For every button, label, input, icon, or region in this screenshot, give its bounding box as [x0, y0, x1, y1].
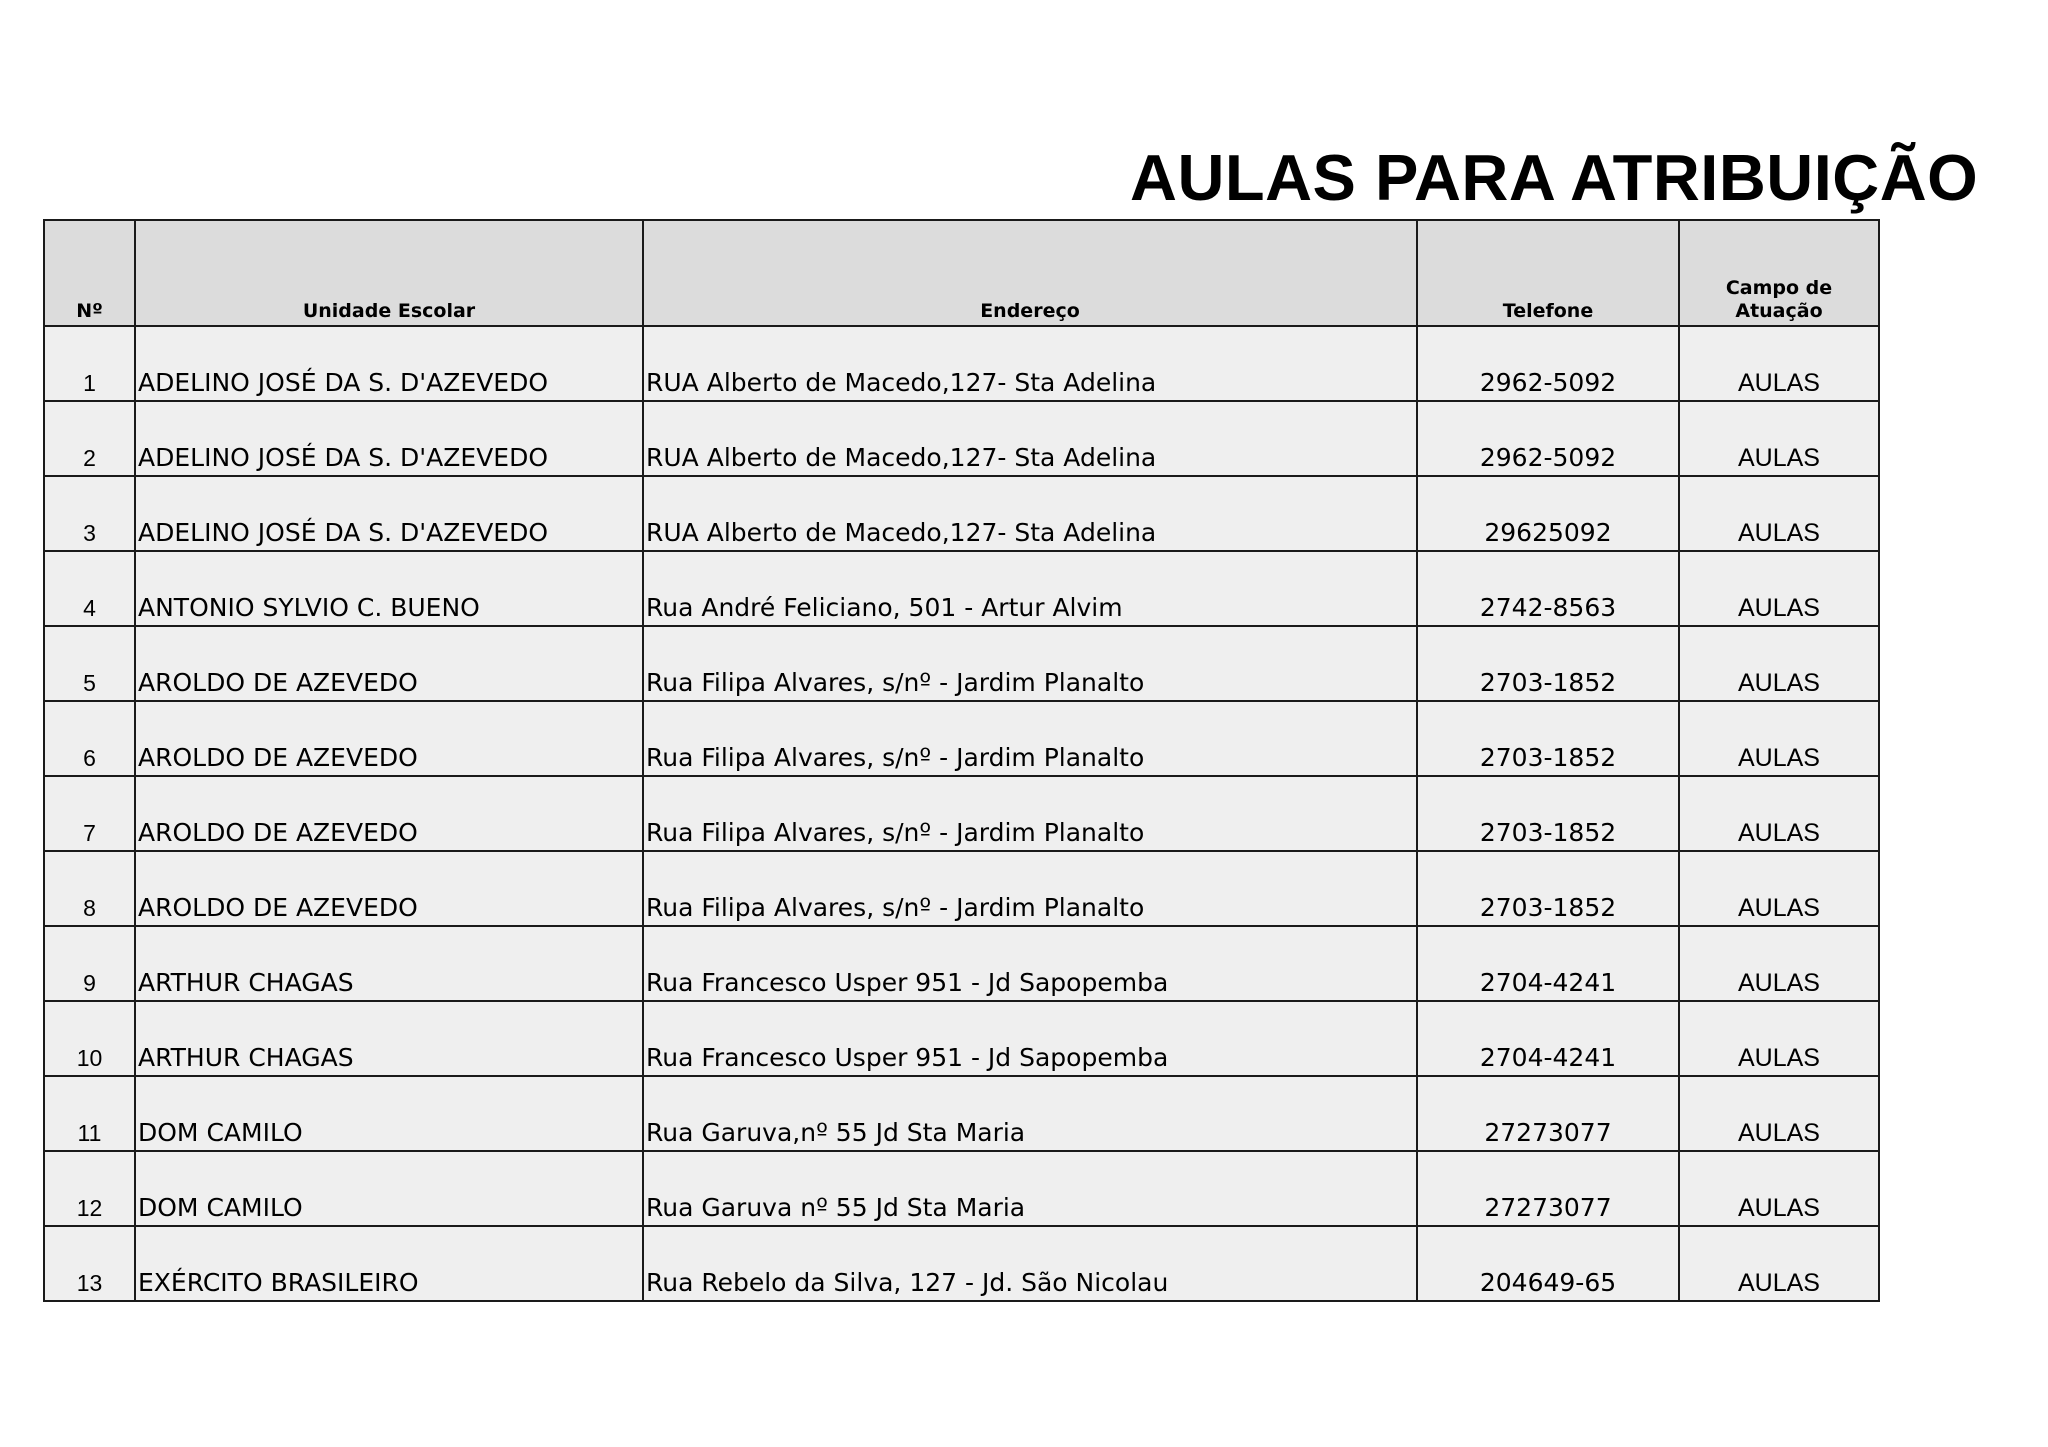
cell-address: Rua Francesco Usper 951 - Jd Sapopemba: [643, 1001, 1417, 1076]
cell-school: DOM CAMILO: [135, 1076, 643, 1151]
cell-school: ANTONIO SYLVIO C. BUENO: [135, 551, 643, 626]
cell-school: AROLDO DE AZEVEDO: [135, 701, 643, 776]
cell-school: EXÉRCITO BRASILEIRO: [135, 1226, 643, 1301]
cell-phone: 2703-1852: [1417, 701, 1679, 776]
header-school: Unidade Escolar: [135, 220, 643, 326]
table-row: [44, 1076, 1879, 1151]
cell-num: 5: [44, 626, 135, 701]
table-body: [44, 326, 1879, 1301]
cell-phone: 2704-4241: [1417, 926, 1679, 1001]
cell-num: 3: [44, 476, 135, 551]
cell-num: 2: [44, 401, 135, 476]
header-area: [1679, 220, 1879, 326]
cell-school: AROLDO DE AZEVEDO: [135, 626, 643, 701]
cell-area: AULAS: [1679, 401, 1879, 476]
cell-num: 10: [44, 1001, 135, 1076]
table-row: [44, 326, 1879, 401]
cell-school: AROLDO DE AZEVEDO: [135, 776, 643, 851]
cell-phone: 2742-8563: [1417, 551, 1679, 626]
cell-num: 6: [44, 701, 135, 776]
header-phone: Telefone: [1417, 220, 1679, 326]
cell-area: AULAS: [1679, 476, 1879, 551]
cell-address: RUA Alberto de Macedo,127- Sta Adelina: [643, 476, 1417, 551]
cell-address: Rua Garuva,nº 55 Jd Sta Maria: [643, 1076, 1417, 1151]
table-row: [44, 1001, 1879, 1076]
cell-area: AULAS: [1679, 851, 1879, 926]
table-row: [44, 401, 1879, 476]
cell-phone: 27273077: [1417, 1076, 1679, 1151]
cell-area: AULAS: [1679, 626, 1879, 701]
table-row: [44, 1151, 1879, 1226]
cell-phone: 29625092: [1417, 476, 1679, 551]
cell-phone: 2703-1852: [1417, 626, 1679, 701]
cell-address: Rua Filipa Alvares, s/nº - Jardim Planalto: [643, 701, 1417, 776]
cell-phone: 2703-1852: [1417, 851, 1679, 926]
header-area-line2: Atuação: [1735, 300, 1823, 322]
cell-area: AULAS: [1679, 701, 1879, 776]
cell-num: 9: [44, 926, 135, 1001]
cell-address: Rua Filipa Alvares, s/nº - Jardim Planalto: [643, 626, 1417, 701]
cell-area: AULAS: [1679, 926, 1879, 1001]
cell-phone: 27273077: [1417, 1151, 1679, 1226]
cell-num: 8: [44, 851, 135, 926]
cell-num: 1: [44, 326, 135, 401]
cell-school: ARTHUR CHAGAS: [135, 1001, 643, 1076]
cell-school: DOM CAMILO: [135, 1151, 643, 1226]
header-area-line1: Campo de: [1725, 277, 1833, 299]
cell-phone: 204649-65: [1417, 1226, 1679, 1301]
cell-phone: 2962-5092: [1417, 401, 1679, 476]
cell-school: ADELINO JOSÉ DA S. D'AZEVEDO: [135, 476, 643, 551]
cell-area: AULAS: [1679, 1001, 1879, 1076]
cell-num: 11: [44, 1076, 135, 1151]
table-row: [44, 476, 1879, 551]
cell-area: AULAS: [1679, 776, 1879, 851]
cell-area: AULAS: [1679, 1151, 1879, 1226]
cell-school: ADELINO JOSÉ DA S. D'AZEVEDO: [135, 401, 643, 476]
cell-school: AROLDO DE AZEVEDO: [135, 851, 643, 926]
header-address: Endereço: [643, 220, 1417, 326]
cell-area: AULAS: [1679, 1076, 1879, 1151]
cell-address: Rua Francesco Usper 951 - Jd Sapopemba: [643, 926, 1417, 1001]
cell-school: ADELINO JOSÉ DA S. D'AZEVEDO: [135, 326, 643, 401]
cell-area: AULAS: [1679, 326, 1879, 401]
table-row: [44, 1226, 1879, 1301]
table-header-row: [44, 220, 1879, 326]
cell-phone: 2962-5092: [1417, 326, 1679, 401]
cell-num: 12: [44, 1151, 135, 1226]
table-row: [44, 626, 1879, 701]
cell-address: Rua Garuva nº 55 Jd Sta Maria: [643, 1151, 1417, 1226]
cell-address: Rua Filipa Alvares, s/nº - Jardim Planalto: [643, 851, 1417, 926]
cell-address: Rua André Feliciano, 501 - Artur Alvim: [643, 551, 1417, 626]
cell-area: AULAS: [1679, 551, 1879, 626]
cell-phone: 2704-4241: [1417, 1001, 1679, 1076]
cell-address: Rua Filipa Alvares, s/nº - Jardim Planalto: [643, 776, 1417, 851]
cell-address: Rua Rebelo da Silva, 127 - Jd. São Nicolau: [643, 1226, 1417, 1301]
page-title: AULAS PARA ATRIBUIÇÃO: [1130, 141, 1979, 214]
cell-phone: 2703-1852: [1417, 776, 1679, 851]
cell-num: 13: [44, 1226, 135, 1301]
title-container: [1130, 140, 1979, 216]
table-row: [44, 551, 1879, 626]
cell-num: 4: [44, 551, 135, 626]
cell-address: RUA Alberto de Macedo,127- Sta Adelina: [643, 326, 1417, 401]
table-row: [44, 926, 1879, 1001]
cell-address: RUA Alberto de Macedo,127- Sta Adelina: [643, 401, 1417, 476]
table-row: [44, 701, 1879, 776]
table-row: [44, 776, 1879, 851]
header-num: Nº: [44, 220, 135, 326]
cell-num: 7: [44, 776, 135, 851]
table-row: [44, 851, 1879, 926]
cell-school: ARTHUR CHAGAS: [135, 926, 643, 1001]
cell-area: AULAS: [1679, 1226, 1879, 1301]
schools-table: [43, 219, 1880, 1302]
